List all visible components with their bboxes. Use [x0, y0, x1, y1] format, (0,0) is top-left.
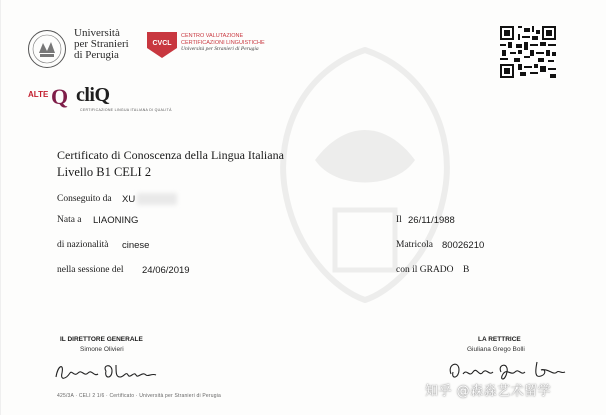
birthplace-value: LIAONING	[93, 215, 139, 226]
nata-label: Nata a	[57, 215, 82, 225]
nazionalita-label: di nazionalità	[57, 240, 109, 250]
birthdate-value: 26/11/1988	[408, 215, 455, 226]
matricola-value: 80026210	[442, 240, 485, 251]
director-name: Simone Olivieri	[80, 346, 124, 353]
cvcl-title: CENTRO VALUTAZIONE CERTIFICAZIONI LINGUISTICHE Università per Stranieri di Perugia	[181, 33, 265, 52]
matricola-label: Matricola	[396, 240, 433, 250]
conseguito-label: Conseguito da	[57, 194, 112, 204]
grado-value: B	[463, 265, 470, 275]
rector-role: LA RETTRICE	[478, 336, 521, 343]
certificate-title: Certificato di Conoscenza della Lingua Italiana	[57, 148, 284, 162]
director-role: IL DIRETTORE GENERALE	[60, 336, 143, 343]
cliq-logo: cliQ	[76, 84, 110, 106]
alte-logo-text: ALTE	[28, 90, 49, 99]
cvcl-badge-label: CVCL	[152, 40, 172, 47]
rector-name: Giuliana Grego Bolli	[467, 346, 525, 353]
certificate-level: Livello B1 CELI 2	[57, 165, 152, 179]
sessione-label: nella sessione del	[57, 265, 124, 275]
alte-q-mark: Q	[51, 84, 69, 109]
nationality-value: cinese	[122, 240, 150, 251]
session-date-value: 24/06/2019	[142, 265, 190, 276]
candidate-surname: XU	[122, 194, 136, 205]
footer-reference: 425/3A · CELI 2 1/6 · Certificato · Università per Stranieri di Perugia	[57, 393, 221, 399]
il-label: Il	[396, 215, 402, 225]
university-name: Università per Stranieri di Perugia	[74, 27, 129, 61]
cliq-subtitle: CERTIFICAZIONE LINGUA ITALIANA DI QUALITÀ	[80, 108, 172, 112]
zhihu-watermark: 知乎 @森淼艺术留学	[425, 384, 552, 399]
grado-label: con il GRADO	[396, 265, 454, 275]
